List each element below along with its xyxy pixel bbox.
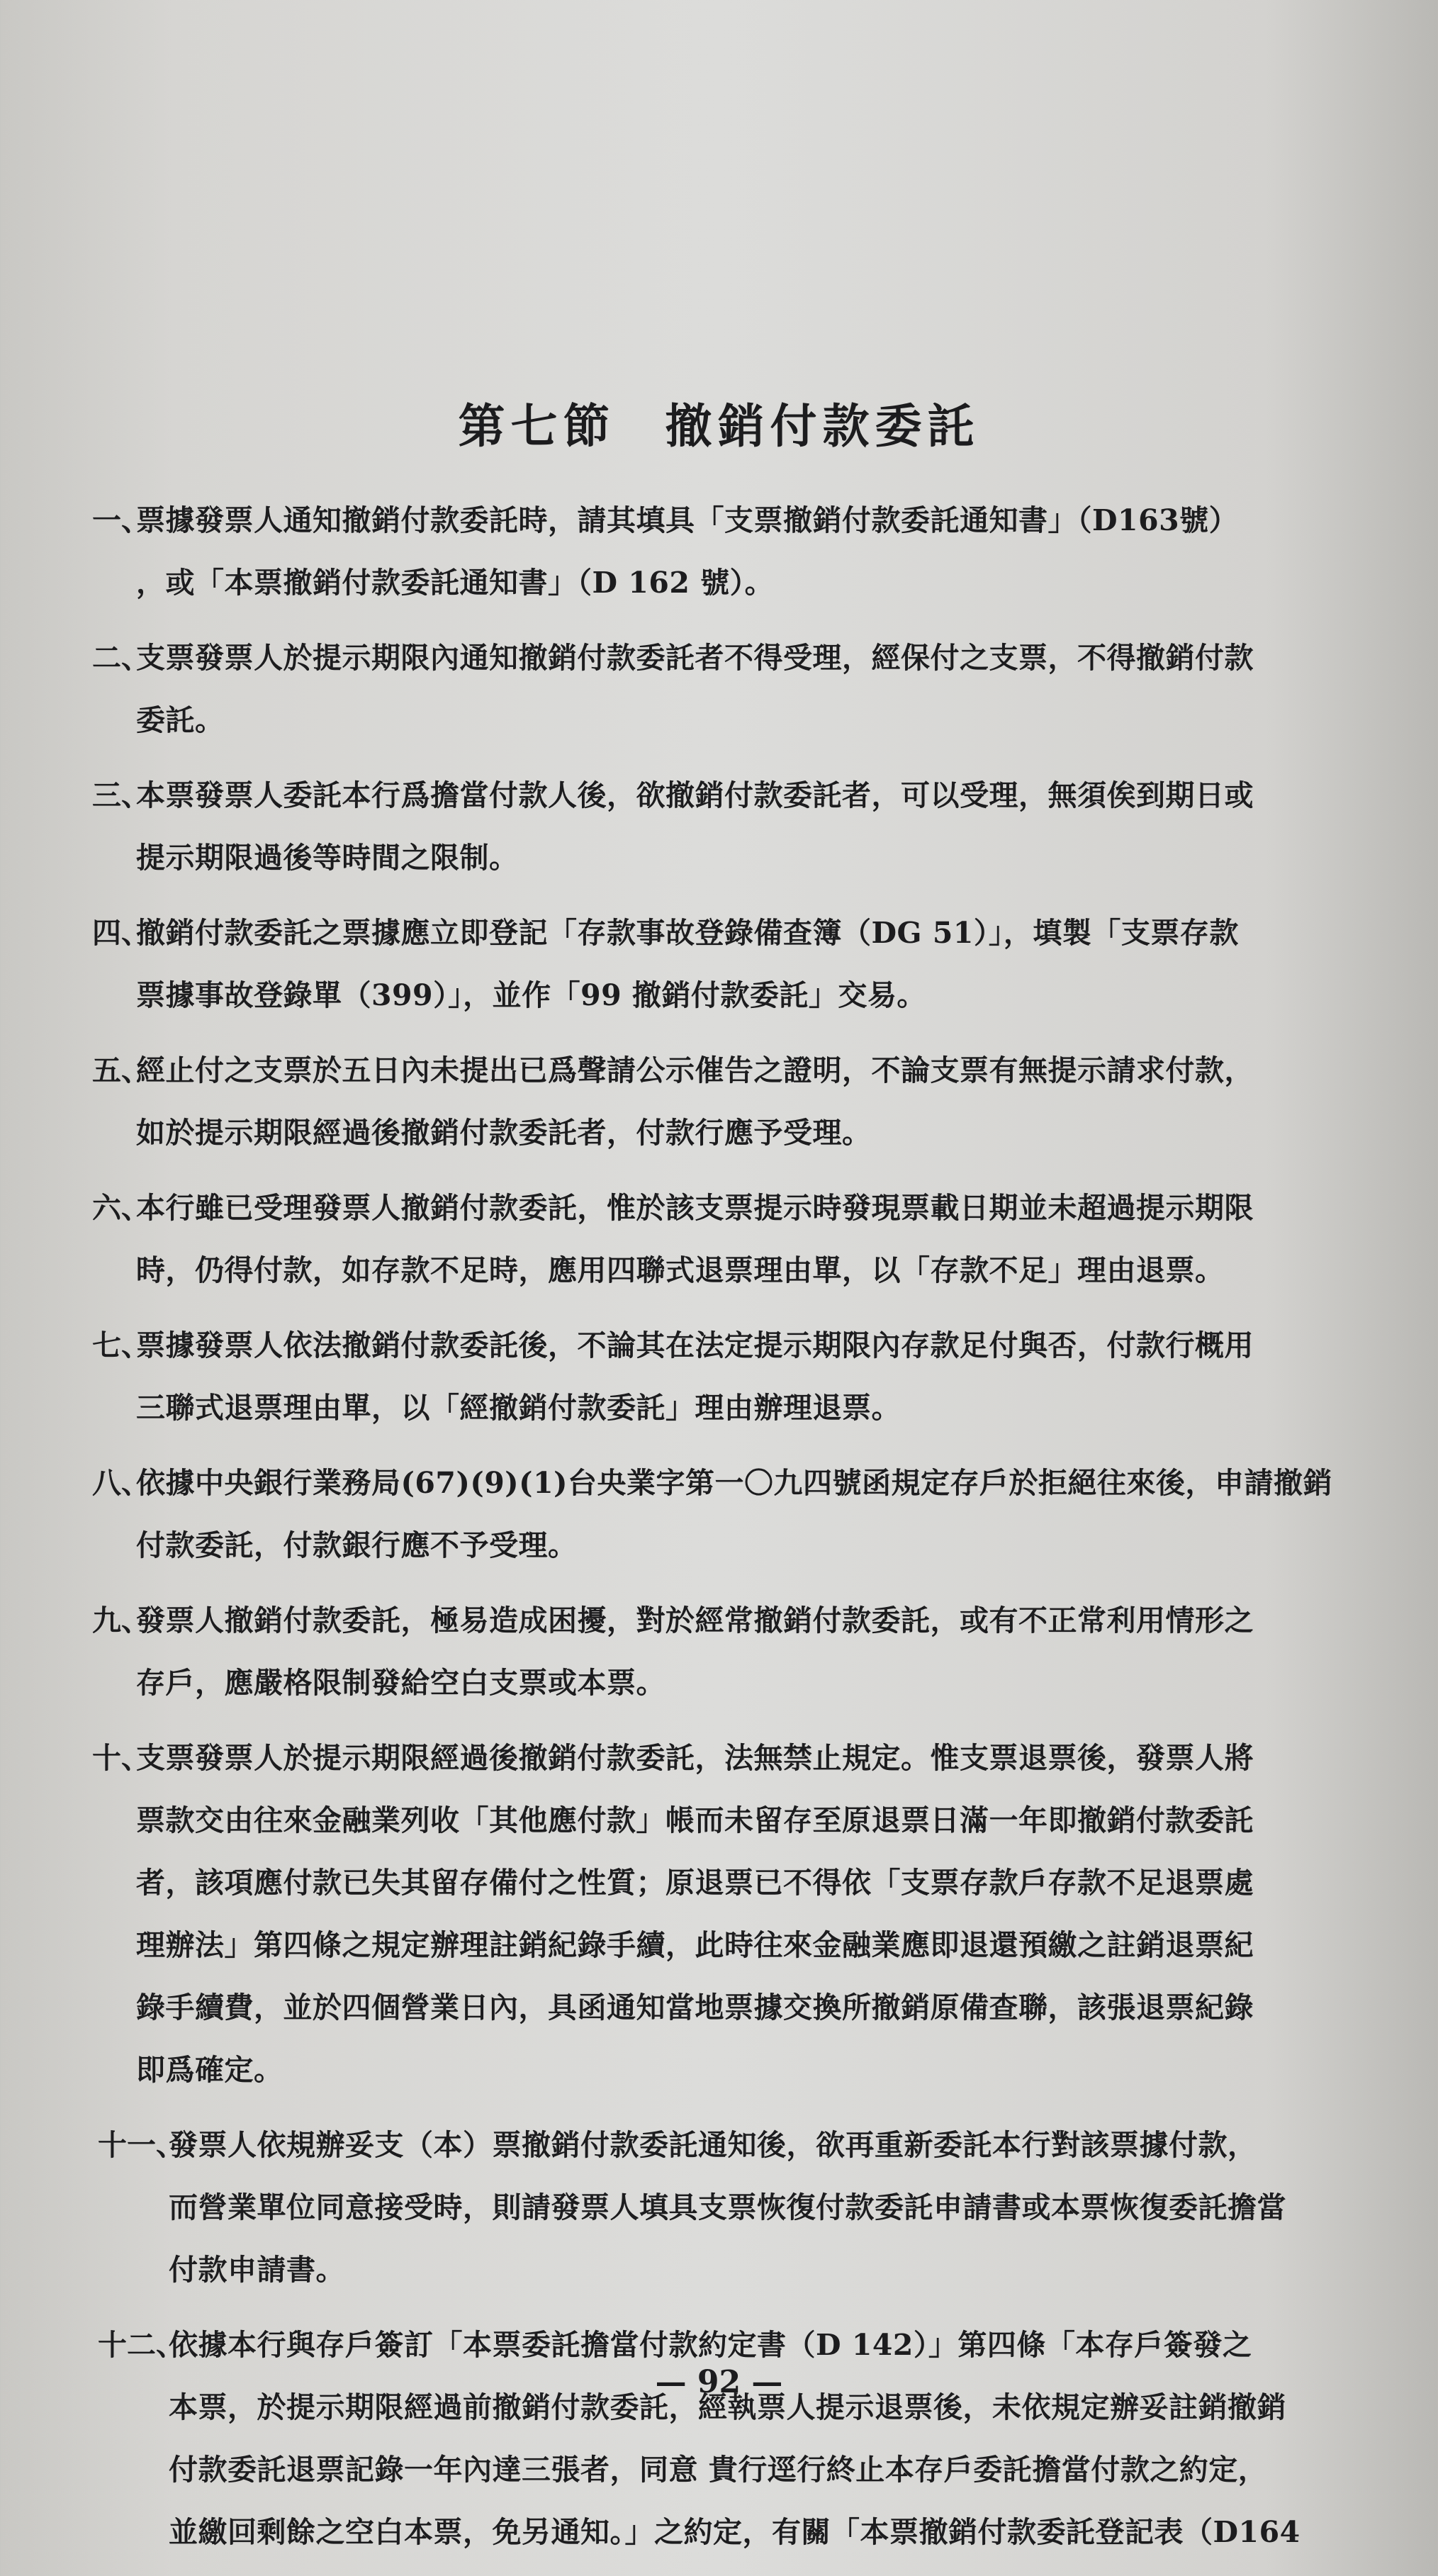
item-number: 二、 (92, 641, 150, 675)
item-number: 十、 (92, 1741, 150, 1775)
item-text-line: 本票，於提示期限經過前撤銷付款委託，經執票人提示退票後，未依規定辦妥註銷撤銷 (169, 2390, 1286, 2424)
item-text-line: 付款委託，付款銀行應不予受理。 (136, 1528, 578, 1562)
item-text-line: 即爲確定。 (136, 2053, 283, 2087)
item-text (169, 2314, 1382, 2563)
item-text-line: 支票發票人於提示期限經過後撤銷付款委託，法無禁止規定。惟支票退票後，發票人將 (136, 1741, 1254, 1775)
item-text-line: 票據發票人通知撤銷付款委託時，請其填具「支票撤銷付款委託通知書」（D163號） (136, 503, 1239, 537)
item-text-line: 票款交由往來金融業列收「其他應付款」帳而未留存至原退票日滿一年即撤銷付款委託 (136, 1803, 1254, 1837)
item-number: 三、 (92, 778, 150, 812)
item-text (136, 1589, 1382, 1714)
section-number: 第七節 (458, 398, 616, 454)
item-number: 十二、 (98, 2328, 185, 2362)
item-text-line: 理辦法」第四條之規定辦理註銷紀錄手續，此時往來金融業應即退還預繳之註銷退票紀 (136, 1928, 1254, 1962)
item-text-line: 本票發票人委託本行爲擔當付款人後，欲撤銷付款委託者，可以受理，無須俟到期日或 (136, 778, 1254, 812)
list-item (92, 764, 1382, 889)
list-item (92, 1589, 1382, 1714)
section-heading: 撤銷付款委託 (665, 398, 980, 454)
item-text-line: 存戶，應嚴格限制發給空白支票或本票。 (136, 1666, 665, 1700)
list-item (92, 902, 1382, 1026)
list-item (92, 1039, 1382, 1164)
item-text-line: 三聯式退票理由單，以「經撤銷付款委託」理由辦理退票。 (136, 1391, 901, 1425)
item-text-line: 付款委託退票記錄一年內達三張者，同意 貴行逕行終止本存戶委託擔當付款之約定， (169, 2453, 1268, 2487)
item-number: 七、 (92, 1328, 150, 1362)
item-text-line: 票據發票人依法撤銷付款委託後，不論其在法定提示期限內存款足付與否，付款行概用 (136, 1328, 1254, 1362)
item-text-line: 如於提示期限經過後撤銷付款委託者，付款行應予受理。 (136, 1116, 872, 1150)
item-number: 一、 (92, 503, 150, 537)
item-text-line: 發票人依規辦妥支（本）票撤銷付款委託通知後，欲再重新委託本行對該票據付款， (169, 2128, 1257, 2162)
item-text (136, 1314, 1382, 1439)
list-item (92, 2114, 1382, 2301)
list-item (92, 627, 1382, 751)
item-text (136, 764, 1382, 889)
list-item (92, 1452, 1382, 1577)
item-number: 九、 (92, 1603, 150, 1637)
item-text-line: 發票人撤銷付款委託，極易造成困擾，對於經常撤銷付款委託，或有不正常利用情形之 (136, 1603, 1254, 1637)
item-text-line: 並繳回剩餘之空白本票，免另通知。」之約定，有關「本票撤銷付款委託登記表（D164 (169, 2515, 1301, 2549)
list-item (92, 1314, 1382, 1439)
item-text-line: 支票發票人於提示期限內通知撤銷付款委託者不得受理，經保付之支票，不得撤銷付款 (136, 641, 1254, 675)
item-text (169, 2114, 1382, 2301)
item-text-line: 委託。 (136, 703, 225, 737)
item-text-line: 經止付之支票於五日內未提出已爲聲請公示催告之證明，不論支票有無提示請求付款， (136, 1053, 1254, 1087)
item-text-line: 提示期限過後等時間之限制。 (136, 841, 519, 875)
item-text (136, 627, 1382, 751)
item-text-line: 依據本行與存戶簽訂「本票委託擔當付款約定書（D 142）」第四條「本存戶簽發之 (169, 2328, 1252, 2362)
item-text (136, 489, 1382, 614)
section-title (0, 388, 1438, 456)
list-item (92, 2314, 1382, 2563)
item-text (136, 1177, 1382, 1301)
item-text-line: 者，該項應付款已失其留存備付之性質；原退票已不得依「支票存款戶存款不足退票處 (136, 1866, 1254, 1900)
list-item (92, 1177, 1382, 1301)
item-text-line: 而營業單位同意接受時，則請發票人填具支票恢復付款委託申請書或本票恢復委託擔當 (169, 2190, 1286, 2224)
item-text (136, 1727, 1382, 2101)
item-list (92, 489, 1382, 2576)
page-number: — 92 — (655, 2364, 783, 2400)
item-text (136, 902, 1382, 1026)
item-text-line: 時，仍得付款，如存款不足時，應用四聯式退票理由單，以「存款不足」理由退票。 (136, 1253, 1225, 1287)
item-text-line: 票據事故登錄單（399）」，並作「99 撤銷付款委託」交易。 (136, 978, 926, 1012)
item-number: 五、 (92, 1053, 150, 1087)
list-item (92, 489, 1382, 614)
item-text-line: 付款申請書。 (169, 2253, 345, 2287)
item-number: 十一、 (98, 2128, 185, 2162)
list-item (92, 1727, 1382, 2101)
item-number: 八、 (92, 1466, 150, 1500)
item-text-line: 撤銷付款委託之票據應立即登記「存款事故登錄備查簿（DG 51）」，填製「支票存款 (136, 916, 1239, 950)
item-text (136, 1452, 1382, 1577)
item-text-line: 錄手續費，並於四個營業日內，具函通知當地票據交換所撤銷原備查聯，該張退票紀錄 (136, 1990, 1254, 2025)
item-number: 四、 (92, 916, 150, 950)
item-text (136, 1039, 1382, 1164)
item-text-line: ，或「本票撤銷付款委託通知書」（D 162 號）。 (136, 566, 775, 600)
item-text-line: 依據中央銀行業務局(67)(9)(1)台央業字第一〇九四號函規定存戶於拒絕往來後，申請撤銷 (136, 1466, 1333, 1500)
item-number: 六、 (92, 1191, 150, 1225)
item-text-line: 本行雖已受理發票人撤銷付款委託，惟於該支票提示時發現票載日期並未超過提示期限 (136, 1191, 1254, 1225)
